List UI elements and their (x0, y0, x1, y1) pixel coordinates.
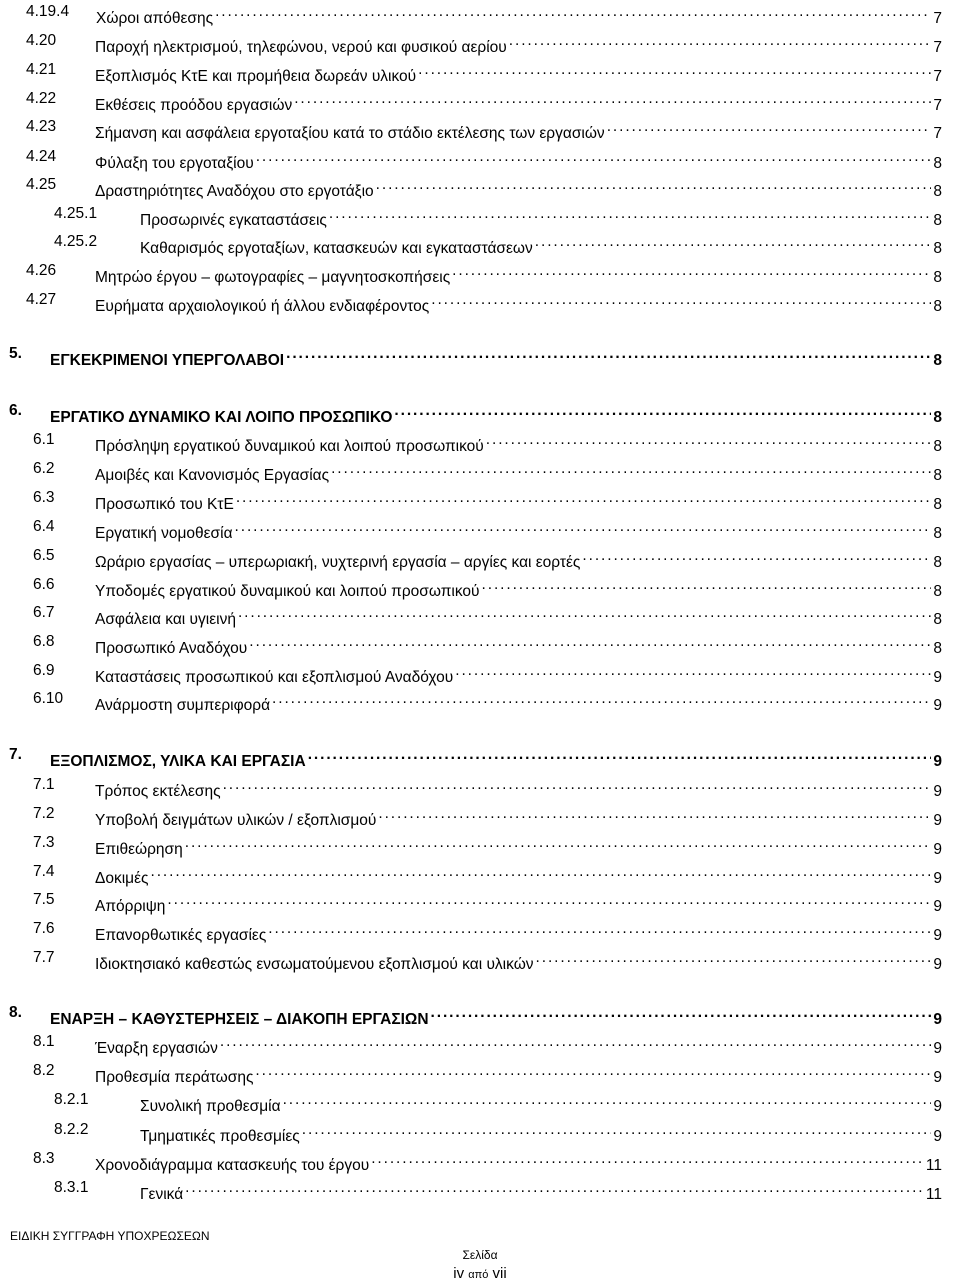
toc-entry-number: 6.5 (33, 547, 55, 564)
dot-leader (536, 947, 932, 969)
toc-entry-page: 9 (933, 669, 942, 686)
toc-entry-page: 8 (933, 611, 942, 628)
toc-entry-title: ΕΓΚΕΚΡΙΜΕΝΟΙ ΥΠΕΡΓΟΛΑΒΟΙ (50, 352, 285, 369)
toc-entry-number: 8.2.2 (54, 1121, 89, 1138)
toc-entry-page: 9 (933, 812, 942, 829)
toc-entry-number: 8.1 (33, 1033, 55, 1050)
dot-leader (452, 260, 931, 282)
dot-leader (150, 861, 931, 883)
page-total: vii (492, 1265, 507, 1282)
toc-entry[interactable] (0, 174, 960, 200)
toc-entry-title: Μητρώο έργου – φωτογραφίες – μαγνητοσκοπήσεις (95, 269, 451, 286)
document-title: ΕΙΔΙΚΗ ΣΥΓΓΡΑΦΗ ΥΠΟΧΡΕΩΣΕΩΝ (10, 1229, 210, 1243)
dot-leader (283, 1089, 932, 1111)
toc-entry-number: 6.7 (33, 604, 55, 621)
toc-entry[interactable] (0, 231, 960, 257)
toc-entry-page: 8 (933, 438, 942, 455)
dot-leader (215, 1, 931, 23)
dot-leader (255, 1060, 931, 1082)
toc-entry[interactable] (0, 1119, 960, 1145)
toc-entry-page: 11 (925, 1186, 942, 1203)
toc-entry[interactable] (0, 889, 960, 915)
toc-entry-title: Αμοιβές και Κανονισμός Εργασίας (95, 467, 330, 484)
toc-entry-page: 9 (933, 783, 942, 800)
toc-entry-page: 9 (933, 1011, 942, 1028)
toc-entry-number: 8.3 (33, 1150, 55, 1167)
toc-entry-title: Τμηματικές προθεσμίες (140, 1128, 300, 1145)
dot-leader (268, 918, 931, 940)
toc-entry[interactable] (0, 458, 960, 484)
toc-entry-number: 4.27 (26, 291, 57, 308)
toc-entry[interactable] (0, 1002, 960, 1028)
toc-entry-number: 7.2 (33, 805, 55, 822)
toc-entry-page: 9 (933, 870, 942, 887)
toc-entry[interactable] (0, 516, 960, 542)
page-label: Σελίδα (462, 1248, 498, 1262)
dot-leader (256, 146, 932, 168)
dot-leader (486, 429, 932, 451)
toc-entry-number: 6. (9, 402, 22, 419)
toc-entry-number: 8.2 (33, 1062, 55, 1079)
toc-entry[interactable] (0, 744, 960, 770)
toc-entry-title: Επανορθωτικές εργασίες (95, 927, 267, 944)
toc-entry-title: Συνολική προθεσμία (140, 1098, 281, 1115)
toc-entry-title: Χρονοδιάγραμμα κατασκευής του έργου (95, 1157, 370, 1174)
toc-entry[interactable] (0, 1089, 960, 1115)
toc-entry-number: 7.3 (33, 834, 55, 851)
toc-entry[interactable] (0, 1177, 960, 1203)
toc-entry-page: 9 (933, 1098, 942, 1115)
toc-entry-page: 9 (933, 956, 942, 973)
toc-entry-number: 6.8 (33, 633, 55, 650)
toc-entry-title: Χώροι απόθεσης (96, 10, 214, 27)
toc-entry-number: 6.6 (33, 576, 55, 593)
dot-leader (294, 88, 931, 110)
toc-entry[interactable] (0, 1148, 960, 1174)
toc-entry[interactable] (0, 631, 960, 657)
toc-entry-number: 4.22 (26, 90, 57, 107)
dot-leader (394, 400, 931, 422)
toc-entry-page: 8 (933, 554, 942, 571)
toc-entry-number: 7.5 (33, 891, 55, 908)
toc-entry-title: Ωράριο εργασίας – υπερωριακή, νυχτερινή εργασία – αργίες και εορτές (95, 554, 581, 571)
toc-entry-number: 6.3 (33, 489, 55, 506)
toc-entry-number: 6.2 (33, 460, 55, 477)
toc-entry-page: 8 (933, 467, 942, 484)
toc-entry-title: Ανάρμοστη συμπεριφορά (95, 697, 271, 714)
toc-entry[interactable] (0, 688, 960, 714)
toc-entry-number: 4.25 (26, 176, 57, 193)
dot-leader (371, 1148, 924, 1170)
toc-entry-page: 11 (925, 1157, 942, 1174)
toc-entry-title: Καθαρισμός εργοταξίων, κατασκευών και εγκαταστάσεων (140, 240, 533, 257)
toc-entry[interactable] (0, 803, 960, 829)
toc-entry[interactable] (0, 1031, 960, 1057)
dot-leader (431, 1002, 932, 1024)
toc-entry[interactable] (0, 545, 960, 571)
toc-entry[interactable] (0, 947, 960, 973)
page-current: iv (453, 1265, 465, 1282)
toc-entry-page: 8 (933, 240, 942, 257)
toc-entry-page: 9 (933, 841, 942, 858)
dot-leader (235, 516, 932, 538)
dot-leader (535, 231, 932, 253)
toc-entry-page: 8 (933, 269, 942, 286)
toc-entry-page: 7 (933, 10, 942, 27)
toc-entry-number: 7. (9, 746, 22, 763)
toc-entry-title: Δοκιμές (95, 870, 149, 887)
dot-leader (223, 774, 932, 796)
toc-entry-title: ΕΝΑΡΞΗ – ΚΑΘΥΣΤΕΡΗΣΕΙΣ – ΔΙΑΚΟΠΗ ΕΡΓΑΣΙΩΝ (50, 1011, 429, 1028)
toc-entry[interactable] (0, 861, 960, 887)
page-number (0, 1265, 960, 1282)
toc-entry-page: 8 (933, 496, 942, 513)
toc-entry-title: Ασφάλεια και υγιεινή (95, 611, 236, 628)
dot-leader (482, 574, 932, 596)
dot-leader (302, 1119, 932, 1141)
toc-entry-page: 8 (933, 298, 942, 315)
toc-entry[interactable] (0, 203, 960, 229)
toc-entry-number: 6.1 (33, 431, 55, 448)
toc-entry-page: 8 (933, 583, 942, 600)
toc-entry[interactable] (0, 774, 960, 800)
dot-leader (509, 30, 932, 52)
toc-entry-page: 9 (933, 898, 942, 915)
dot-leader (455, 660, 931, 682)
toc-entry-title: Παροχή ηλεκτρισμού, τηλεφώνου, νερού και φυσικού αερίου (95, 39, 507, 56)
toc-entry[interactable] (0, 59, 960, 85)
toc-entry[interactable] (0, 660, 960, 686)
toc-entry[interactable] (0, 1, 960, 27)
toc-entry[interactable] (0, 343, 960, 369)
toc-entry-title: Έναρξη εργασιών (95, 1040, 218, 1057)
dot-leader (167, 889, 931, 911)
toc-entry-number: 6.10 (33, 690, 64, 707)
toc-entry-number: 4.25.1 (54, 205, 98, 222)
toc-entry-number: 7.1 (33, 776, 55, 793)
toc-entry[interactable] (0, 289, 960, 315)
dot-leader (331, 458, 931, 480)
toc-entry-title: Φύλαξη του εργοταξίου (95, 155, 254, 172)
toc-entry[interactable] (0, 918, 960, 944)
dot-leader (220, 1031, 932, 1053)
toc-entry-title: Ευρήματα αρχαιολογικού ή άλλου ενδιαφέροντος (95, 298, 430, 315)
dot-leader (378, 803, 931, 825)
dot-leader (376, 174, 932, 196)
toc-entry-number: 4.20 (26, 32, 57, 49)
toc-entry-page: 7 (933, 39, 942, 56)
toc-entry-page: 8 (933, 640, 942, 657)
toc-entry-page: 8 (933, 183, 942, 200)
toc-entry-page: 9 (933, 1069, 942, 1086)
toc-entry-title: Δραστηριότητες Αναδόχου στο εργοτάξιο (95, 183, 374, 200)
toc-entry-page: 8 (933, 409, 942, 426)
toc-entry[interactable] (0, 88, 960, 114)
dot-leader (238, 602, 931, 624)
dot-leader (582, 545, 931, 567)
toc-entry[interactable] (0, 30, 960, 56)
toc-entry-title: Προσωρινές εγκαταστάσεις (140, 212, 327, 229)
toc-entry-page: 7 (933, 125, 942, 142)
toc-entry-number: 8. (9, 1004, 22, 1021)
dot-leader (272, 688, 931, 710)
toc-entry[interactable] (0, 260, 960, 286)
toc-entry[interactable] (0, 429, 960, 455)
toc-entry-number: 7.4 (33, 863, 55, 880)
toc-entry-page: 8 (933, 525, 942, 542)
toc-entry-number: 6.4 (33, 518, 55, 535)
toc-entry[interactable] (0, 400, 960, 426)
dot-leader (607, 116, 932, 138)
toc-entry-title: Τρόπος εκτέλεσης (95, 783, 221, 800)
toc-entry[interactable] (0, 1060, 960, 1086)
toc-entry-number: 4.25.2 (54, 233, 98, 250)
toc-entry-title: Απόρριψη (95, 898, 166, 915)
page-of: από (468, 1269, 489, 1281)
toc-entry-title: Υποδομές εργατικού δυναμικού και λοιπού προσωπικού (95, 583, 480, 600)
toc-entry-page: 9 (933, 927, 942, 944)
toc-entry-number: 5. (9, 345, 22, 362)
toc-entry-page: 8 (933, 155, 942, 172)
toc-entry-title: Προσωπικό Αναδόχου (95, 640, 248, 657)
toc-entry-number: 8.2.1 (54, 1091, 89, 1108)
dot-leader (418, 59, 931, 81)
toc-entry-title: Καταστάσεις προσωπικού και εξοπλισμού Αναδόχου (95, 669, 454, 686)
toc-entry-title: ΕΡΓΑΤΙΚΟ ΔΥΝΑΜΙΚΟ ΚΑΙ ΛΟΙΠΟ ΠΡΟΣΩΠΙΚΟ (50, 409, 393, 426)
toc-entry[interactable] (0, 574, 960, 600)
toc-entry[interactable] (0, 116, 960, 142)
toc-entry-title: Εξοπλισμός ΚτΕ και προμήθεια δωρεάν υλικού (95, 68, 417, 85)
toc-entry-title: Υποβολή δειγμάτων υλικών / εξοπλισμού (95, 812, 377, 829)
toc-entry-title: Επιθεώρηση (95, 841, 183, 858)
toc-entry-number: 4.23 (26, 118, 57, 135)
toc-entry-page: 8 (933, 212, 942, 229)
toc-entry-title: Ιδιοκτησιακό καθεστώς ενσωματούμενου εξοπλισμού και υλικών (95, 956, 534, 973)
toc-entry-title: Γενικά (140, 1186, 184, 1203)
toc-entry-number: 7.7 (33, 949, 55, 966)
toc-entry-number: 4.21 (26, 61, 57, 78)
toc-entry-page: 7 (933, 97, 942, 114)
toc-entry-number: 4.26 (26, 262, 57, 279)
dot-leader (249, 631, 931, 653)
toc-entry-page: 7 (933, 68, 942, 85)
toc-entry-page: 8 (933, 352, 942, 369)
toc-entry-title: Προθεσμία περάτωσης (95, 1069, 254, 1086)
dot-leader (286, 343, 931, 365)
toc-entry-number: 6.9 (33, 662, 55, 679)
toc-entry-title: Εκθέσεις προόδου εργασιών (95, 97, 293, 114)
dot-leader (185, 832, 932, 854)
toc-entry-number: 7.6 (33, 920, 55, 937)
toc-entry-title: Εργατική νομοθεσία (95, 525, 233, 542)
toc-entry-page: 9 (933, 753, 942, 770)
dot-leader (236, 487, 932, 509)
dot-leader (185, 1177, 924, 1199)
toc-entry-page: 9 (933, 697, 942, 714)
toc-entry-number: 4.19.4 (26, 3, 70, 20)
toc-entry-number: 8.3.1 (54, 1179, 89, 1196)
toc-entry-page: 9 (933, 1128, 942, 1145)
toc-entry[interactable] (0, 146, 960, 172)
toc-entry[interactable] (0, 832, 960, 858)
toc-entry[interactable] (0, 487, 960, 513)
toc-entry-number: 4.24 (26, 148, 57, 165)
toc-entry-title: ΕΞΟΠΛΙΣΜΟΣ, ΥΛΙΚΑ ΚΑΙ ΕΡΓΑΣΙΑ (50, 753, 306, 770)
dot-leader (329, 203, 932, 225)
toc-entry-title: Πρόσληψη εργατικού δυναμικού και λοιπού προσωπικού (95, 438, 484, 455)
toc-entry-page: 9 (933, 1040, 942, 1057)
toc-entry-title: Σήμανση και ασφάλεια εργοταξίου κατά το στάδιο εκτέλεσης των εργασιών (95, 125, 605, 142)
dot-leader (308, 744, 932, 766)
toc-entry-title: Προσωπικό του ΚτΕ (95, 496, 234, 513)
toc-entry[interactable] (0, 602, 960, 628)
dot-leader (431, 289, 931, 311)
